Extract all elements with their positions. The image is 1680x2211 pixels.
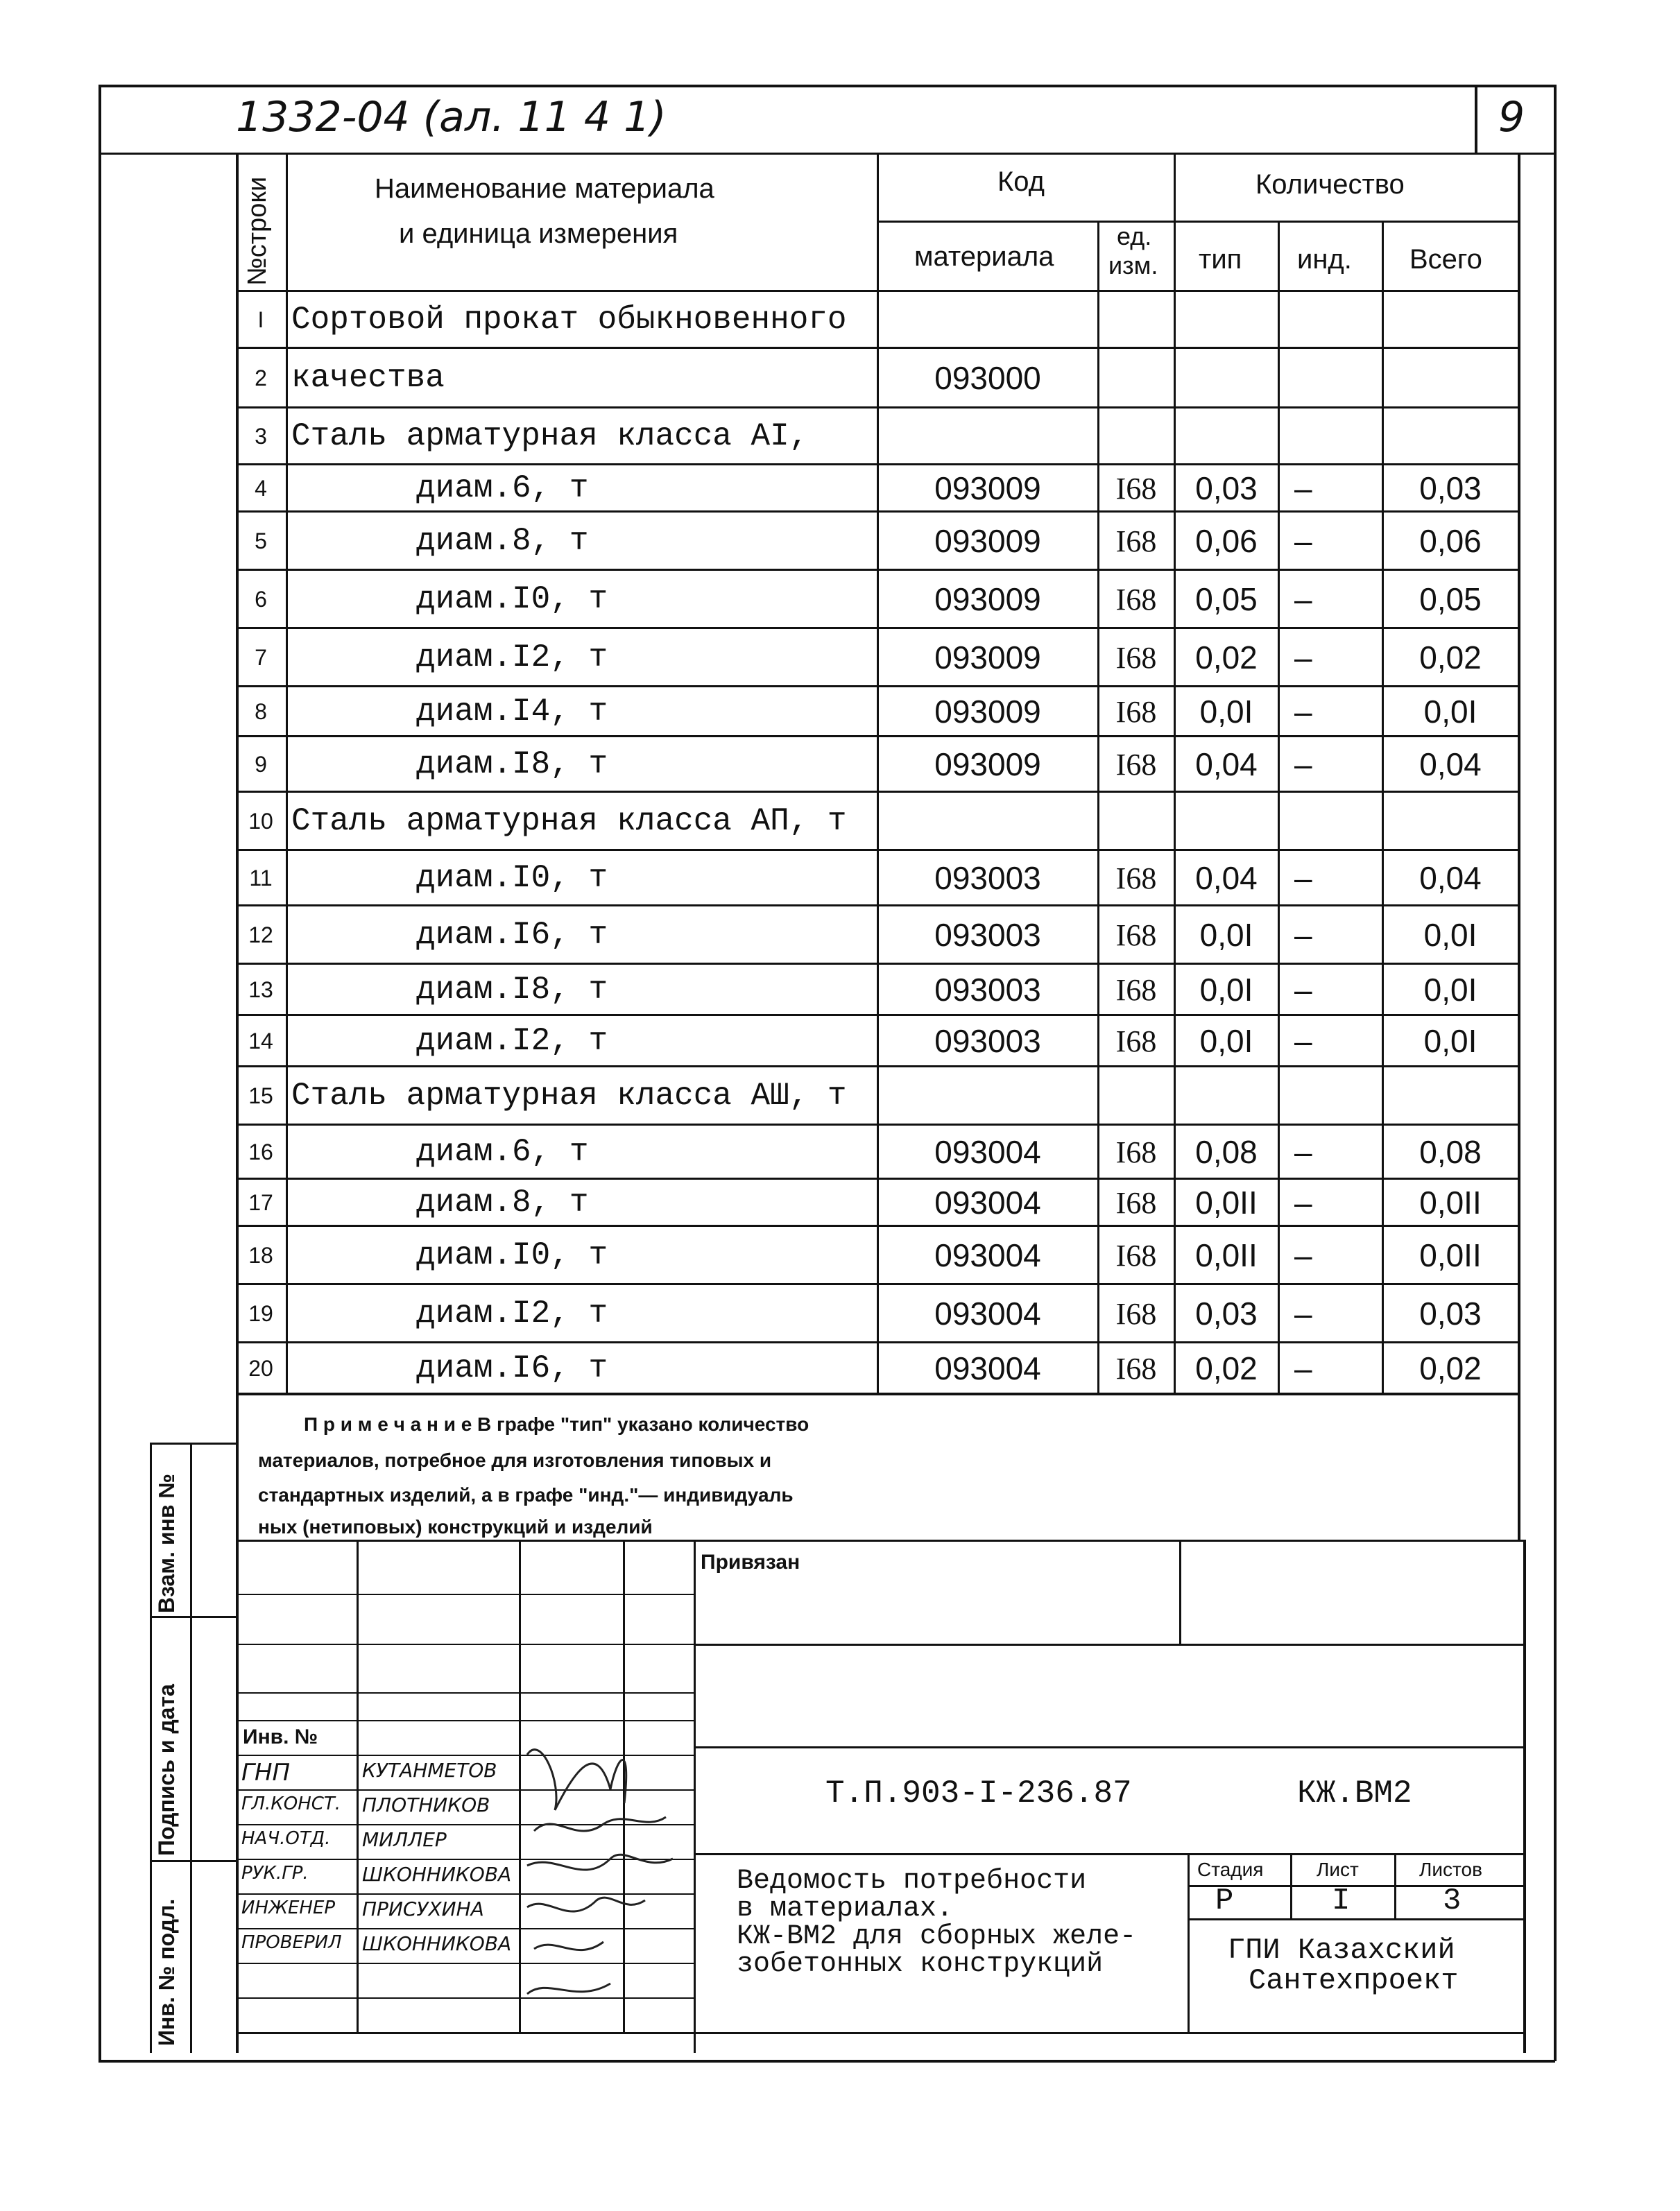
material-name: диам.6, т: [416, 1134, 589, 1170]
qty-type: [1175, 350, 1278, 406]
qty-type: 0,0I: [1199, 694, 1253, 730]
qty-type: 0,0I: [1199, 972, 1253, 1008]
qty-total: 0,0I: [1423, 917, 1477, 953]
material-name: Сталь арматурная класса AI,: [291, 418, 809, 454]
qty-type: 0,0I: [1199, 1023, 1253, 1059]
staff-name: ШКОННИКОВА: [362, 1932, 512, 1955]
qty-type: 0,06: [1195, 523, 1258, 559]
sheets-value: 3: [1443, 1884, 1462, 1918]
row-number: 6: [255, 586, 267, 612]
qty-ind: –: [1294, 581, 1312, 617]
material-name: диам.I8, т: [416, 972, 608, 1008]
qty-type: 0,04: [1195, 746, 1258, 782]
row-number: 7: [255, 644, 267, 670]
material-code: 093004: [934, 1350, 1041, 1386]
doc-code: Т.П.903-I-236.87: [825, 1775, 1132, 1812]
material-name: диам.6, т: [416, 470, 589, 506]
qty-ind: –: [1294, 1185, 1312, 1221]
qty-type: [1175, 293, 1278, 347]
note-line1: П р и м е ч а н и е В графе "тип" указано количество: [304, 1413, 809, 1435]
qty-total: 0,0I: [1423, 694, 1477, 730]
header-qty-type: тип: [1199, 244, 1242, 275]
row-number: 20: [248, 1355, 273, 1381]
material-code: 093003: [934, 860, 1041, 896]
doc-ref: 1332-04 (ал. 11 4 1): [236, 93, 667, 141]
unit-code: I68: [1115, 1351, 1157, 1386]
row-number: 11: [249, 865, 273, 891]
unit-code: I68: [1115, 861, 1157, 895]
material-name: диам.I0, т: [416, 581, 608, 617]
qty-ind: [1279, 409, 1397, 463]
staff-name: КУТАНМЕТОВ: [362, 1759, 497, 1782]
row-number: 9: [255, 751, 267, 777]
qty-total: [1383, 409, 1518, 463]
row-number: 5: [255, 528, 267, 553]
staff-name: ШКОННИКОВА: [362, 1863, 512, 1886]
material-name: диам.I0, т: [416, 860, 608, 896]
qty-type: 0,03: [1195, 470, 1258, 506]
unit-code: I68: [1115, 1135, 1157, 1169]
stage-value: Р: [1215, 1884, 1234, 1918]
row-number: 15: [248, 1083, 273, 1108]
header-code-unit-line1: ед.: [1117, 222, 1152, 250]
row-number: I: [257, 307, 264, 332]
material-code: [878, 1068, 1097, 1124]
row-number: 16: [248, 1139, 273, 1164]
qty-type: 0,0I: [1199, 917, 1253, 953]
note-line3: стандартных изделий, а в графе "инд."— индивидуаль: [258, 1484, 794, 1506]
material-name: Сортовой прокат обыкновенного: [291, 302, 847, 338]
qty-ind: –: [1294, 972, 1312, 1008]
qty-total: 0,0II: [1419, 1185, 1482, 1221]
material-code: [878, 293, 1097, 347]
material-code: 093003: [934, 917, 1041, 953]
doc-mark: КЖ.ВМ2: [1297, 1775, 1412, 1812]
qty-type: 0,08: [1195, 1134, 1258, 1170]
qty-ind: –: [1294, 694, 1312, 730]
qty-total: 0,0II: [1419, 1237, 1482, 1273]
qty-type: 0,03: [1195, 1296, 1258, 1332]
qty-total: [1383, 293, 1518, 347]
row-number: 14: [248, 1028, 273, 1053]
unit-code: I68: [1115, 1296, 1157, 1331]
header-name-line2: и единица измерения: [399, 218, 678, 249]
material-code: [878, 793, 1097, 849]
side-label-vzam: Взам. инв №: [154, 1473, 179, 1613]
qty-total: 0,04: [1419, 746, 1482, 782]
qty-type: 0,02: [1195, 639, 1258, 676]
material-name: диам.I4, т: [416, 694, 608, 730]
row-number: 17: [248, 1189, 273, 1215]
qty-ind: –: [1294, 1350, 1312, 1386]
qty-ind: –: [1294, 523, 1312, 559]
staff-role: ГЛ.КОНСТ.: [241, 1793, 341, 1814]
privyazan-label: Привязан: [701, 1551, 800, 1574]
qty-ind: [1279, 1068, 1397, 1124]
qty-ind: –: [1294, 1296, 1312, 1332]
title-line2: в материалах.: [737, 1893, 954, 1925]
unit-code: I68: [1115, 1238, 1157, 1273]
header-code-unit-line2: изм.: [1108, 251, 1158, 279]
material-code: 093003: [934, 1023, 1041, 1059]
qty-total: [1383, 793, 1518, 849]
material-code: 093000: [934, 360, 1041, 396]
material-code: 093009: [934, 746, 1041, 782]
header-strip-bottom: [98, 153, 1555, 155]
title-line3: КЖ-ВМ2 для сборных желе-: [737, 1921, 1137, 1952]
material-code: 093003: [934, 972, 1041, 1008]
unit-code: I68: [1115, 640, 1157, 675]
material-name: диам.I0, т: [416, 1237, 608, 1273]
qty-ind: [1279, 350, 1397, 406]
title-line1: Ведомость потребности: [737, 1866, 1087, 1897]
frame-left: [98, 85, 101, 2061]
qty-total: 0,0I: [1423, 972, 1477, 1008]
stage-label: Стадия: [1197, 1859, 1264, 1880]
unit-code: [1099, 350, 1174, 406]
qty-total: 0,02: [1419, 1350, 1482, 1386]
note-line2: материалов, потребное для изготовления типовых и: [258, 1449, 772, 1471]
qty-total: 0,02: [1419, 639, 1482, 676]
row-number: 8: [255, 698, 267, 724]
unit-code: I68: [1115, 1024, 1157, 1058]
qty-type: [1175, 1068, 1278, 1124]
qty-ind: –: [1294, 917, 1312, 953]
unit-code: I68: [1115, 524, 1157, 558]
material-name: диам.I8, т: [416, 746, 608, 782]
material-code: 093004: [934, 1185, 1041, 1221]
signatures: [513, 1727, 694, 2018]
unit-code: [1099, 293, 1174, 347]
row-number: 2: [255, 365, 267, 390]
material-name: диам.8, т: [416, 523, 589, 559]
header-name-line1: Наименование материала: [375, 173, 714, 204]
qty-ind: –: [1294, 860, 1312, 896]
qty-total: [1383, 1068, 1518, 1124]
qty-total: 0,03: [1419, 1296, 1482, 1332]
unit-code: [1099, 1068, 1174, 1124]
frame-right: [1554, 85, 1557, 2061]
note-right-line: [1518, 1394, 1520, 1541]
header-qty-total: Всего: [1409, 244, 1482, 275]
material-name: диам.I2, т: [416, 639, 608, 676]
material-code: 093009: [934, 523, 1041, 559]
row-number: 10: [248, 808, 273, 834]
qty-total: 0,06: [1419, 523, 1482, 559]
side-strip-right: [190, 1443, 192, 2053]
qty-ind: –: [1294, 1237, 1312, 1273]
sheet-label: Лист: [1317, 1859, 1359, 1880]
header-qty-ind: инд.: [1297, 244, 1352, 275]
sheet-value: I: [1332, 1884, 1351, 1918]
material-name: диам.I2, т: [416, 1296, 608, 1332]
qty-ind: [1279, 793, 1397, 849]
material-name: диам.I6, т: [416, 1350, 608, 1386]
row-number: 13: [248, 977, 273, 1002]
staff-name: МИЛЛЕР: [362, 1828, 447, 1851]
staff-name: ПЛОТНИКОВ: [362, 1793, 490, 1816]
qty-type: 0,0II: [1195, 1237, 1258, 1273]
material-name: диам.I2, т: [416, 1023, 608, 1059]
material-name: качества: [291, 360, 445, 396]
header-code: Код: [997, 166, 1045, 197]
row-number: 3: [255, 423, 267, 449]
material-code: 093009: [934, 639, 1041, 676]
row-number: 18: [248, 1242, 273, 1268]
org-line1: ГПИ Казахский: [1228, 1934, 1455, 1967]
qty-ind: –: [1294, 746, 1312, 782]
qty-total: 0,03: [1419, 470, 1482, 506]
note-line4: ных (нетиповых) конструкций и изделий: [258, 1516, 653, 1538]
material-name: Сталь арматурная класса АШ, т: [291, 1078, 847, 1114]
qty-ind: [1279, 293, 1397, 347]
qty-total: 0,0I: [1423, 1023, 1477, 1059]
unit-code: I68: [1115, 747, 1157, 782]
material-code: 093004: [934, 1134, 1041, 1170]
qty-total: 0,04: [1419, 860, 1482, 896]
material-code: [878, 409, 1097, 463]
material-name: Сталь арматурная класса АП, т: [291, 803, 847, 839]
header-row-number: №строки: [243, 176, 272, 286]
staff-role: НАЧ.ОТД.: [241, 1828, 331, 1849]
staff-role: РУК.ГР.: [241, 1863, 309, 1884]
material-code: 093009: [934, 581, 1041, 617]
row-number: 12: [248, 922, 273, 947]
material-name: диам.8, т: [416, 1185, 589, 1221]
qty-ind: –: [1294, 1134, 1312, 1170]
qty-ind: –: [1294, 1023, 1312, 1059]
unit-code: I68: [1115, 918, 1157, 952]
qty-ind: –: [1294, 470, 1312, 506]
staff-role: ПРОВЕРИЛ: [241, 1932, 342, 1953]
unit-code: I68: [1115, 471, 1157, 506]
staff-role: ГНП: [241, 1759, 291, 1787]
material-code: 093004: [934, 1296, 1041, 1332]
org-line2: Сантехпроект: [1249, 1964, 1459, 1997]
frame-bottom: [98, 2060, 1555, 2063]
unit-code: [1099, 409, 1174, 463]
unit-code: I68: [1115, 1185, 1157, 1220]
header-code-material: материала: [914, 241, 1054, 272]
material-code: 093009: [934, 470, 1041, 506]
sheet-box-left: [1475, 85, 1477, 154]
unit-code: I68: [1115, 694, 1157, 729]
sheets-label: Листов: [1419, 1859, 1482, 1880]
qty-total: 0,05: [1419, 581, 1482, 617]
side-label-inv: Инв. № подл.: [154, 1898, 179, 2046]
row-number: 19: [248, 1300, 273, 1326]
unit-code: I68: [1115, 972, 1157, 1007]
header-quantity: Количество: [1255, 169, 1405, 200]
staff-name: ПРИСУХИНА: [362, 1898, 484, 1920]
qty-type: 0,05: [1195, 581, 1258, 617]
qty-type: 0,02: [1195, 1350, 1258, 1386]
unit-code: [1099, 793, 1174, 849]
qty-ind: –: [1294, 639, 1312, 676]
qty-total: 0,08: [1419, 1134, 1482, 1170]
qty-type: 0,0II: [1195, 1185, 1258, 1221]
side-label-podpis: Подпись и дата: [154, 1684, 179, 1856]
qty-type: 0,04: [1195, 860, 1258, 896]
material-code: 093009: [934, 694, 1041, 730]
inv-no-label: Инв. №: [243, 1726, 318, 1748]
unit-code: I68: [1115, 582, 1157, 617]
material-name: диам.I6, т: [416, 917, 608, 953]
sheet-number: 9: [1498, 93, 1525, 141]
qty-type: [1175, 409, 1278, 463]
staff-role: ИНЖЕНЕР: [241, 1898, 336, 1918]
title-line4: зобетонных конструкций: [737, 1949, 1104, 1980]
qty-total: [1383, 350, 1518, 406]
row-number: 4: [255, 475, 267, 501]
material-code: 093004: [934, 1237, 1041, 1273]
frame-top: [98, 85, 1555, 87]
qty-type: [1175, 793, 1278, 849]
